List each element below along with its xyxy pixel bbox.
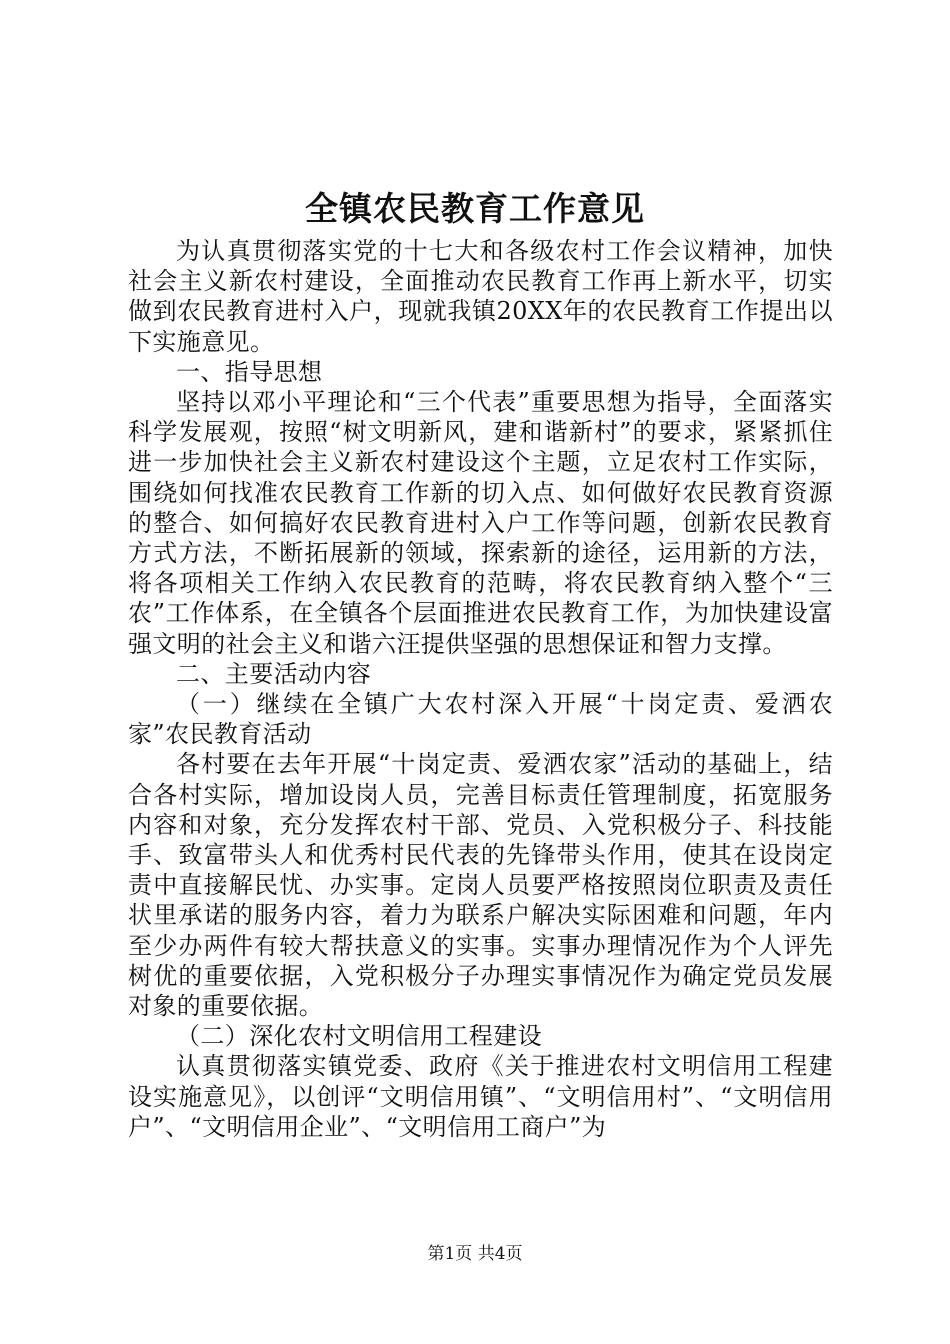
document-body: [128, 236, 833, 1142]
subheading-activity-1: （一）继续在全镇广大农村深入开展“十岗定责、爱洒农家”农民教育活动: [128, 690, 833, 749]
paragraph-intro: 为认真贯彻落实党的十七大和各级农村工作会议精神，加快社会主义新农村建设，全面推动农民教育工作再上新水平，切实做到农民教育进村入户，现就我镇20XX年的农民教育工作提出以下实施意见。: [128, 237, 833, 356]
paragraph-activity-2: 认真贯彻落实镇党委、政府《关于推进农村文明信用工程建设实施意见》，以创评“文明信用镇”、“文明信用村”、“文明信用户”、“文明信用企业”、“文明信用工商户”为: [128, 1052, 833, 1141]
heading-main-activities: 二、主要活动内容: [176, 659, 372, 688]
paragraph-guiding-ideology: 坚持以邓小平理论和“三个代表”重要思想为指导，全面落实科学发展观，按照“树文明新风，建和谐新村”的要求，紧紧抓住进一步加快社会主义新农村建设这个主题，立足农村工作实际，围绕如何找准农民教育工作新的切入点、如何做好农民教育资源的整合、如何搞好农民教育进村入户工作等问题，创新农民教育方式方法，不断拓展新的领域，探索新的途径，运用新的方法，将各项相关工作纳入农民教育的范畴，将农民教育纳入整个“三农”工作体系，在全镇各个层面推进农民教育工作，为加快建设富强文明的社会主义和谐六汪提供坚强的思想保证和智力支撑。: [128, 388, 833, 658]
page-footer: 第1页 共4页: [427, 1244, 523, 1264]
subheading-activity-2: （二）深化农村文明信用工程建设: [176, 1022, 542, 1051]
paragraph-activity-1: 各村要在去年开展“十岗定责、爱洒农家”活动的基础上，结合各村实际，增加设岗人员，完善目标责任管理制度，拓宽服务内容和对象，充分发挥农村干部、党员、入党积极分子、科技能手、致富带头人和优秀村民代表的先锋带头作用，使其在设岗定责中直接解民忧、办实事。定岗人员要严格按照岗位职责及责任状里承诺的服务内容，着力为联系户解决实际困难和问题，年内至少办两件有较大帮扶意义的实事。实事办理情况作为个人评先树优的重要依据，入党积极分子办理实事情况作为确定党员发展对象的重要依据。: [128, 750, 833, 1021]
heading-guiding-ideology: 一、指导思想: [176, 357, 323, 386]
document-title: 全镇农民教育工作意见: [305, 189, 645, 228]
